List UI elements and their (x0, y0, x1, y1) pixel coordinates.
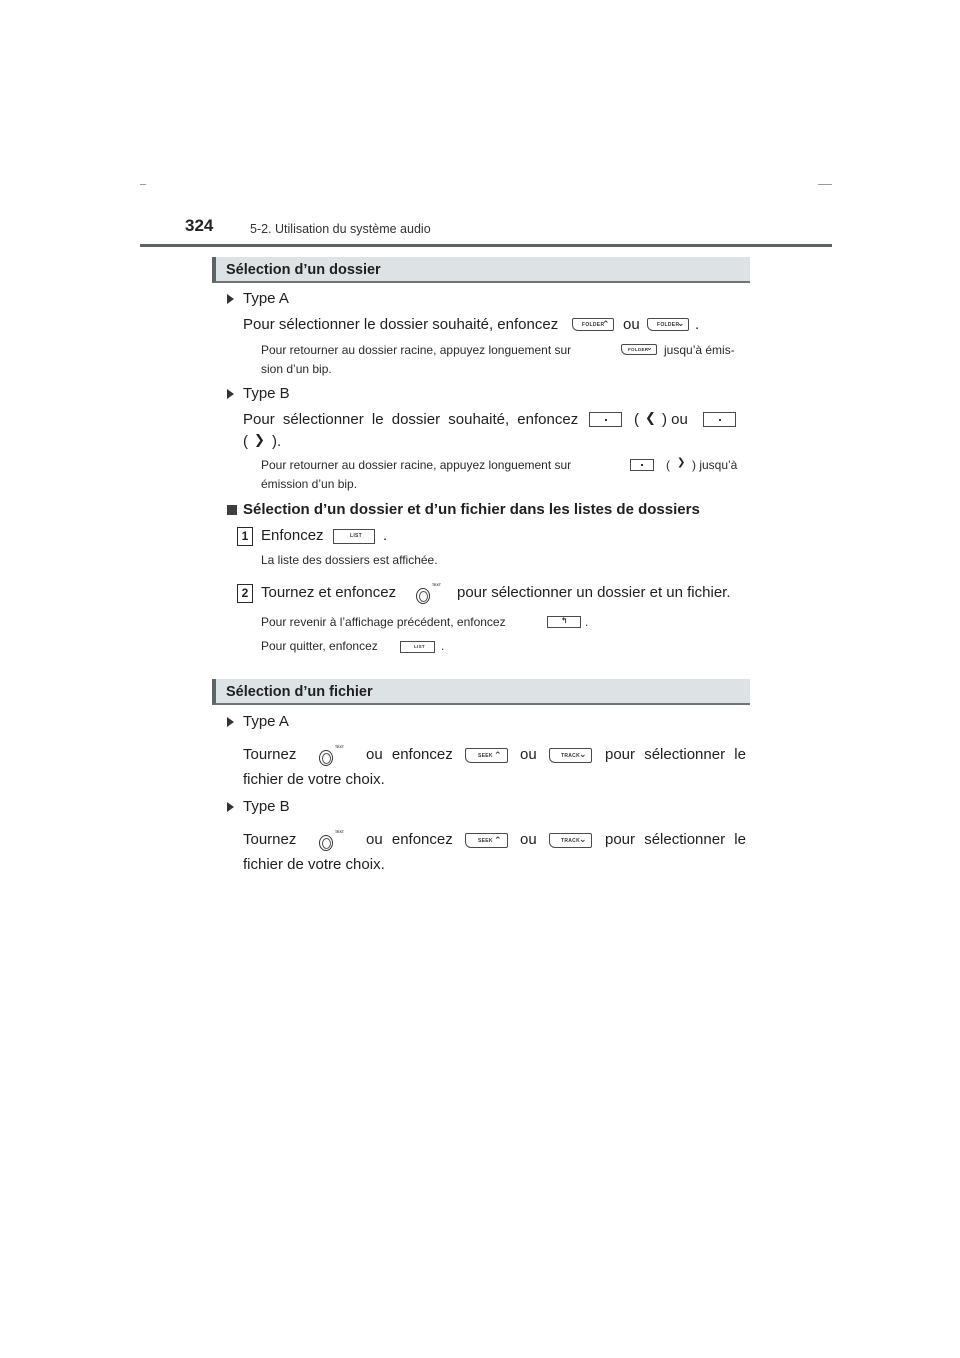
type-label: Type A (243, 290, 289, 307)
triangle-bullet-icon (227, 717, 234, 727)
folder-down-button-icon (621, 344, 657, 355)
type-label: Type B (243, 798, 290, 815)
note-text: Pour revenir à l’affichage précédent, enfoncez (261, 615, 506, 629)
instruction-text: ou enfoncez (366, 831, 453, 848)
triangle-bullet-icon (227, 389, 234, 399)
button-text: SEEK (478, 838, 493, 844)
list-button-icon (400, 641, 435, 653)
paren-text: ). (272, 433, 282, 450)
step-text: pour sélectionner un dossier et un fichier. (457, 584, 731, 601)
note-text: Pour retourner au dossier racine, appuyez longuement sur (261, 458, 572, 472)
triangle-bullet-icon (227, 294, 234, 304)
or-text: ou (520, 831, 537, 848)
button-text: SEEK (478, 753, 493, 759)
tune-down-button-icon (589, 412, 622, 427)
step-text: Tournez et enfoncez (261, 584, 397, 601)
instruction-text: Tournez (243, 831, 297, 848)
period-text: . (695, 316, 700, 333)
tune-up-button-icon (703, 412, 736, 427)
tune-up-button-icon (630, 459, 654, 471)
tune-select-knob-icon (319, 750, 333, 766)
knob-label: TEXT (432, 583, 441, 587)
section-heading-folder (212, 257, 750, 283)
instruction-text: pour sélectionner le (605, 831, 746, 848)
instruction-text: fichier de votre choix. (243, 856, 385, 873)
arrow-up-icon: ⌃ (602, 319, 610, 329)
type-label: Type A (243, 713, 289, 730)
paren-text: ( (243, 433, 248, 450)
folder-up-button-icon (572, 318, 614, 331)
step-number: 2 (237, 584, 253, 603)
note-text: émission d’un bip. (261, 477, 358, 491)
or-text: ou (520, 746, 537, 763)
button-text: FOLDER (657, 322, 680, 328)
button-text: FOLDER (582, 322, 605, 328)
button-text: LIST (414, 644, 425, 649)
knob-label: TEXT (335, 745, 344, 749)
arrow-down-icon: ⌄ (677, 318, 685, 328)
paren-text: ( (666, 458, 670, 472)
back-button-icon (547, 616, 581, 628)
arrow-down-icon: ⌄ (579, 834, 587, 844)
period-text: . (441, 639, 445, 653)
section-title: Sélection d’un dossier (226, 262, 381, 278)
section-breadcrumb: 5-2. Utilisation du système audio (250, 222, 431, 236)
button-text: TRACK (561, 753, 580, 759)
instruction-text: pour sélectionner le (605, 746, 746, 763)
button-text: FOLDER (628, 347, 649, 352)
period-text: . (383, 527, 388, 544)
step-text: Enfoncez (261, 527, 324, 544)
arrow-up-icon: ⌃ (494, 750, 502, 760)
step-number: 1 (237, 527, 253, 546)
square-bullet-icon (227, 505, 237, 515)
button-text: TRACK (561, 838, 580, 844)
note-text: ) jusqu’à (692, 458, 738, 472)
paren-text: ( (634, 411, 639, 428)
note-text: Pour retourner au dossier racine, appuyez longuement sur (261, 343, 572, 357)
instruction-text: Tournez (243, 746, 297, 763)
crop-mark-left (140, 184, 146, 185)
page-number: 324 (185, 216, 214, 235)
arrow-down-icon: ⌄ (579, 749, 587, 759)
instruction-text: Pour sélectionner le dossier souhaité, enfoncez (243, 411, 579, 428)
back-icon: ↰ (561, 616, 569, 625)
paren-text: ) ou (662, 411, 688, 428)
list-button-icon (333, 529, 375, 544)
button-text: LIST (350, 533, 363, 539)
section-title: Sélection d’un fichier (226, 684, 373, 700)
or-text: ou (623, 316, 640, 333)
arrow-up-icon: ⌃ (494, 835, 502, 845)
instruction-text: Pour sélectionner le dossier souhaité, enfoncez (243, 316, 559, 333)
tune-select-knob-icon (319, 835, 333, 851)
track-down-button-icon (549, 833, 592, 848)
header-rule (140, 244, 832, 247)
note-text: Pour quitter, enfoncez (261, 639, 378, 653)
triangle-bullet-icon (227, 802, 234, 812)
seek-up-button-icon (465, 748, 508, 763)
arrow-down-icon: ⌄ (646, 343, 654, 352)
chevron-right-icon: ❯ (677, 457, 686, 468)
subsection-title: Sélection d’un dossier et d’un fichier dans les listes de dossiers (243, 501, 700, 518)
knob-label: TEXT (335, 830, 344, 834)
folder-down-button-icon (647, 318, 689, 331)
note-text: La liste des dossiers est affichée. (261, 553, 438, 567)
type-label: Type B (243, 385, 290, 402)
track-down-button-icon (549, 748, 592, 763)
crop-mark-right (818, 184, 832, 185)
chevron-right-icon: ❯ (254, 432, 265, 447)
instruction-text: fichier de votre choix. (243, 771, 385, 788)
instruction-text: ou enfoncez (366, 746, 453, 763)
seek-up-button-icon (465, 833, 508, 848)
note-text: jusqu’à émis- (664, 343, 735, 357)
note-text: sion d’un bip. (261, 362, 332, 376)
tune-select-knob-icon (416, 588, 430, 604)
section-heading-file (212, 679, 750, 705)
chevron-left-icon: ❮ (645, 410, 656, 425)
period-text: . (585, 615, 589, 629)
